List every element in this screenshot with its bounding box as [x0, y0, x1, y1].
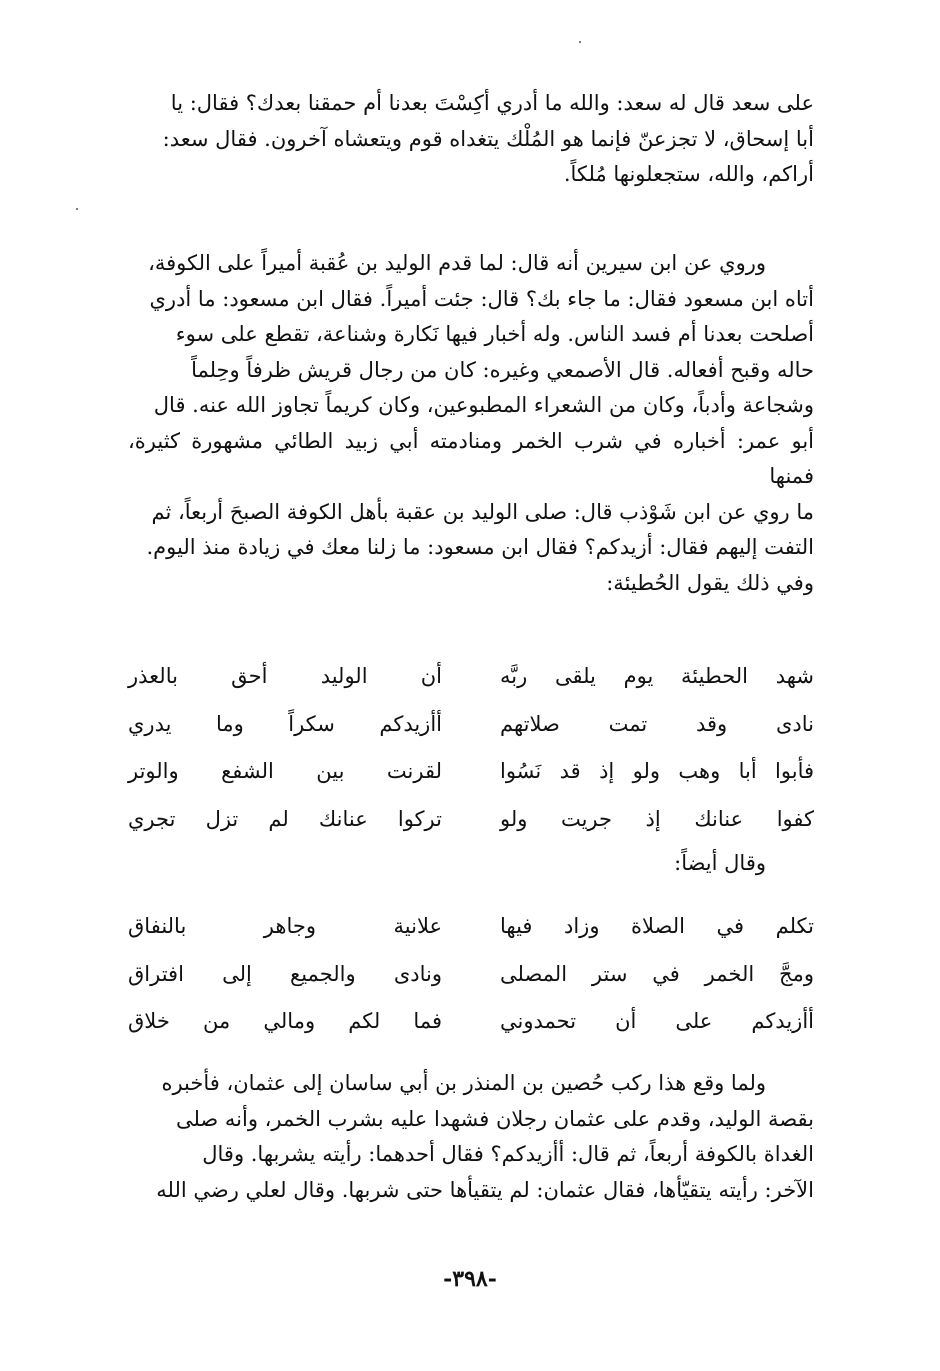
text-line: الغداة بالكوفة أربعاً، ثم قال: أأزيدكم؟ فقال أحدهما: رأيته يشربها. وقال	[202, 1142, 814, 1166]
verse-first-half: ومجَّ الخمر في ستر المصلى	[500, 961, 814, 986]
verse-first-half: نادى وقد تمت صلاتهم	[500, 711, 814, 736]
verse-first-half: تكلم في الصلاة وزاد فيها	[500, 914, 814, 938]
scan-speck	[76, 208, 78, 210]
text-line: أتاه ابن مسعود فقال: ما جاء بك؟ قال: جئت أميراً. فقال ابن مسعود: ما أدري	[149, 286, 814, 311]
text-line: وفي ذلك يقول الحُطيئة:	[606, 570, 814, 595]
verse-second-half: أأزيدكم سكراً وما يدري	[128, 711, 442, 736]
text-line: التفت إليهم فقال: أزيدكم؟ فقال ابن مسعود: ما زلنا معك في زيادة منذ اليوم.	[146, 535, 814, 559]
verse-first-half: أأزيدكم على أن تحمدوني	[500, 1009, 814, 1033]
verse-first-half: فأبوا أبا وهب ولو إذ قد نَسُوا	[500, 759, 814, 783]
text-line: وروي عن ابن سيرين أنه قال: لما قدم الوليد بن عُقبة أميراً على الكوفة،	[148, 251, 766, 275]
page-number: -٣٩٨-	[443, 1266, 497, 1292]
text-line: حاله وقبح أفعاله. قال الأصمعي وغيره: كان من رجال قريش ظرفاً وحِلماً	[191, 357, 814, 382]
verse-second-half: ونادى والجميع إلى افتراق	[128, 961, 442, 986]
verse-first-half: شهد الحطيئة يوم يلقى ربَّه	[500, 664, 814, 688]
scan-speck	[579, 41, 581, 43]
poem-verse	[128, 751, 814, 799]
paragraph-1	[128, 86, 814, 193]
text-line: وشجاعة وأدباً، وكان من الشعراء المطبوعين، وكان كريماً تجاوز الله عنه. قال	[153, 393, 814, 417]
poem-verse	[128, 906, 814, 954]
text-line: ما روي عن ابن شَوْذب قال: صلى الوليد بن عقبة بأهل الكوفة الصبحَ أربعاً، ثم	[151, 499, 814, 524]
poem-verse	[128, 799, 814, 847]
paragraph-2	[128, 246, 814, 601]
poem-intro: وقال أيضاً:	[674, 851, 766, 875]
text-line: أبو عمر: أخباره في شرب الخمر ومنادمته أبي زبيد الطائي مشهورة كثيرة، فمنها	[128, 428, 814, 488]
verse-second-half: لقرنت بين الشفع والوتر	[128, 759, 442, 783]
verse-second-half: تركوا عنانك لم تزل تجري	[128, 806, 442, 831]
poem-second	[128, 906, 814, 1049]
poem-verse	[128, 954, 814, 1002]
text-line: على سعد قال له سعد: والله ما أدري أكِسْتَ بعدنا أم حمقنا بعدك؟ فقال: يا	[170, 91, 814, 115]
verse-first-half: كفوا عنانك إذ جريت ولو	[500, 806, 814, 831]
poem-verse	[128, 1001, 814, 1049]
poem-verse	[128, 704, 814, 752]
verse-second-half: أن الوليد أحق بالعذر	[128, 664, 442, 688]
verse-second-half: علانية وجاهر بالنفاق	[128, 914, 442, 938]
text-line: أبا إسحاق، لا تجزعنّ فإنما هو المُلْك يتغداه قوم ويتعشاه آخرون. فقال سعد:	[162, 126, 814, 151]
text-line: الآخر: رأيته يتقيّأها، فقال عثمان: لم يتقيأها حتى شربها. وقال لعلي رضي الله	[156, 1177, 814, 1202]
text-line: أراكم، والله، ستجعلونها مُلكاً.	[563, 162, 814, 186]
text-line: بقصة الوليد، وقدم على عثمان رجلان فشهدا عليه بشرب الخمر، وأنه صلى	[175, 1106, 814, 1131]
verse-second-half: فما لكم ومالي من خلاق	[128, 1009, 442, 1033]
poem-hutayah	[128, 656, 814, 846]
paragraph-3	[128, 1066, 814, 1208]
text-line: أصلحت بعدنا أم فسد الناس. وله أخبار فيها نَكارة وشناعة، تقطع على سوء	[175, 322, 814, 346]
text-line: ولما وقع هذا ركب حُصين بن المنذر بن أبي ساسان إلى عثمان، فأخبره	[161, 1071, 766, 1095]
poem-verse	[128, 656, 814, 704]
